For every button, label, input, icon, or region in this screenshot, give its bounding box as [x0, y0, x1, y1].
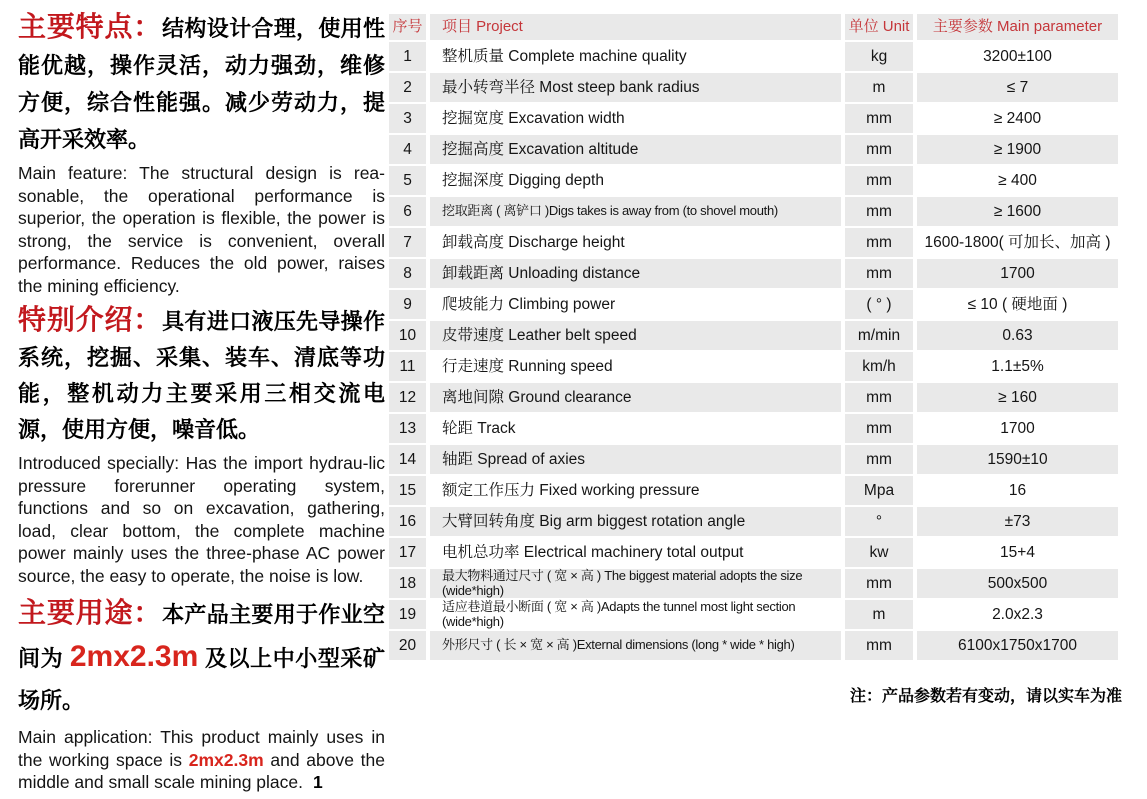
section-main-application [18, 592, 385, 794]
unit-cell: mm [845, 166, 913, 195]
row-number-cell: 16 [389, 507, 426, 536]
project-cell: 离地间隙 Ground clearance [430, 383, 841, 412]
unit-cell: Mpa [845, 476, 913, 505]
unit-cell: mm [845, 383, 913, 412]
table-row [389, 445, 1122, 474]
parameter-cell: 1700 [917, 414, 1118, 443]
main-application-heading: 主要用途： [18, 597, 163, 628]
header-project-column: 项目 Project [430, 14, 841, 40]
header-unit-column: 单位 Unit [845, 14, 913, 40]
main-features-english-paragraph: Main feature: The structural design is rea-sonable, the operational performance is superior, the operation is flexible, the power is strong, the service is convenient, overall performance. Reduces the old power, raises the mining efficiency. [18, 163, 385, 296]
working-space-size-highlight-zh: 2mx2.3m [69, 640, 199, 673]
parameter-cell: 16 [917, 476, 1118, 505]
parameter-cell: ≥ 1600 [917, 197, 1118, 226]
parameter-cell: 15+4 [917, 538, 1118, 567]
parameter-cell: 6100x1750x1700 [917, 631, 1118, 660]
project-cell: 额定工作压力 Fixed working pressure [430, 476, 841, 505]
unit-cell: m [845, 73, 913, 102]
row-number-cell: 12 [389, 383, 426, 412]
section-main-features [18, 8, 385, 297]
unit-cell: km/h [845, 352, 913, 381]
unit-cell: mm [845, 228, 913, 257]
project-cell: 挖掘高度 Excavation altitude [430, 135, 841, 164]
table-row [389, 290, 1122, 319]
table-row [389, 631, 1122, 660]
row-number-cell: 9 [389, 290, 426, 319]
project-cell: 挖取距离 ( 离铲口 )Digs takes is away from (to shovel mouth) [430, 197, 841, 226]
main-application-english-paragraph [18, 726, 385, 794]
row-number-cell: 8 [389, 259, 426, 288]
main-application-english-text-before: Main application: This product mainly uses in the working space is [18, 727, 385, 770]
row-number-cell: 3 [389, 104, 426, 133]
section-special-introduction [18, 302, 385, 587]
row-number-cell: 17 [389, 538, 426, 567]
table-row [389, 476, 1122, 505]
project-cell: 卸载高度 Discharge height [430, 228, 841, 257]
main-application-chinese-text-after: 及以上中小型采矿场所。 [18, 646, 385, 713]
main-application-chinese-text-before: 本产品主要用于作业空间为 [18, 602, 385, 671]
working-space-size-highlight-en: 2mx2.3m [188, 749, 264, 770]
special-introduction-english-paragraph: Introduced specially: Has the import hydrau-lic pressure forerunner operating system, functions and so on excavation, gathering, load, clear bottom, the complete machine power mainly uses the three-phase AC power source, the easy to operate, the noise is low. [18, 453, 385, 586]
unit-cell: mm [845, 197, 913, 226]
table-row [389, 104, 1122, 133]
unit-cell: m [845, 600, 913, 629]
unit-cell: mm [845, 104, 913, 133]
parameter-cell: ≥ 1900 [917, 135, 1118, 164]
special-introduction-chinese-text: 具有进口液压先导操作系统，挖掘、采集、装车、清底等功能，整机动力主要采用三相交流电源，使用方便，噪音低。 [18, 309, 385, 442]
row-number-cell: 20 [389, 631, 426, 660]
table-row [389, 228, 1122, 257]
row-number-cell: 11 [389, 352, 426, 381]
project-cell: 适应巷道最小断面 ( 宽 × 高 )Adapts the tunnel most light section (wide*high) [430, 600, 841, 629]
row-number-cell: 2 [389, 73, 426, 102]
project-cell: 爬坡能力 Climbing power [430, 290, 841, 319]
unit-cell: kw [845, 538, 913, 567]
main-features-heading: 主要特点： [18, 11, 163, 42]
row-number-cell: 13 [389, 414, 426, 443]
table-row [389, 197, 1122, 226]
footer-disclaimer-note: 注：产品参数若有变动，请以实车为准 [849, 688, 1122, 705]
table-row [389, 414, 1122, 443]
main-application-english-text-after: and above the middle and small scale mining place. [18, 749, 385, 792]
project-cell: 外形尺寸 ( 长 × 宽 × 高 )External dimensions (long * wide * high) [430, 631, 841, 660]
table-row [389, 538, 1122, 567]
table-row [389, 321, 1122, 350]
special-introduction-chinese-paragraph [18, 302, 385, 448]
parameter-cell: 3200±100 [917, 42, 1118, 71]
table-row [389, 600, 1122, 629]
row-number-cell: 1 [389, 42, 426, 71]
row-number-cell: 14 [389, 445, 426, 474]
parameter-cell: 0.63 [917, 321, 1118, 350]
project-cell: 轮距 Track [430, 414, 841, 443]
unit-cell: mm [845, 259, 913, 288]
header-parameter-column: 主要参数 Main parameter [917, 14, 1118, 40]
unit-cell: mm [845, 631, 913, 660]
header-index-column: 序号 [389, 14, 426, 40]
project-cell: 最小转弯半径 Most steep bank radius [430, 73, 841, 102]
parameter-cell: 1600-1800( 可加长、加高 ) [917, 228, 1118, 257]
row-number-cell: 7 [389, 228, 426, 257]
row-number-cell: 5 [389, 166, 426, 195]
table-row [389, 569, 1122, 598]
table-row [389, 42, 1122, 71]
parameter-cell: 1700 [917, 259, 1118, 288]
unit-cell: ( ° ) [845, 290, 913, 319]
table-row [389, 383, 1122, 412]
table-row [389, 135, 1122, 164]
parameter-cell: ≥ 400 [917, 166, 1118, 195]
parameter-cell: ≥ 2400 [917, 104, 1118, 133]
table-header-row [389, 14, 1122, 40]
unit-cell: kg [845, 42, 913, 71]
table-row [389, 166, 1122, 195]
unit-cell: mm [845, 135, 913, 164]
main-application-chinese-paragraph [18, 592, 385, 722]
table-body [389, 42, 1122, 660]
row-number-cell: 4 [389, 135, 426, 164]
project-cell: 轴距 Spread of axies [430, 445, 841, 474]
project-cell: 皮带速度 Leather belt speed [430, 321, 841, 350]
row-number-cell: 19 [389, 600, 426, 629]
parameter-cell: 2.0x2.3 [917, 600, 1118, 629]
unit-cell: ° [845, 507, 913, 536]
page-number: 1 [313, 772, 323, 792]
parameter-cell: ≤ 10 ( 硬地面 ) [917, 290, 1118, 319]
parameter-cell: ≤ 7 [917, 73, 1118, 102]
project-cell: 整机质量 Complete machine quality [430, 42, 841, 71]
project-cell: 挖掘深度 Digging depth [430, 166, 841, 195]
row-number-cell: 15 [389, 476, 426, 505]
row-number-cell: 6 [389, 197, 426, 226]
unit-cell: mm [845, 569, 913, 598]
main-features-chinese-paragraph [18, 8, 385, 158]
unit-cell: mm [845, 414, 913, 443]
table-row [389, 259, 1122, 288]
table-row [389, 73, 1122, 102]
project-cell: 电机总功率 Electrical machinery total output [430, 538, 841, 567]
parameter-cell: 1.1±5% [917, 352, 1118, 381]
left-description-panel [18, 8, 385, 799]
parameter-cell: ≥ 160 [917, 383, 1118, 412]
project-cell: 挖掘宽度 Excavation width [430, 104, 841, 133]
project-cell: 行走速度 Running speed [430, 352, 841, 381]
row-number-cell: 10 [389, 321, 426, 350]
parameter-cell: 1590±10 [917, 445, 1118, 474]
special-introduction-heading: 特别介绍： [18, 304, 163, 335]
parameter-cell: 500x500 [917, 569, 1118, 598]
table-row [389, 507, 1122, 536]
specification-table [389, 14, 1122, 662]
project-cell: 卸载距离 Unloading distance [430, 259, 841, 288]
parameter-cell: ±73 [917, 507, 1118, 536]
main-features-chinese-text: 结构设计合理，使用性能优越，操作灵活，动力强劲，维修方便，综合性能强。减少劳动力，提高开采效率。 [18, 16, 385, 152]
project-cell: 大臂回转角度 Big arm biggest rotation angle [430, 507, 841, 536]
unit-cell: m/min [845, 321, 913, 350]
unit-cell: mm [845, 445, 913, 474]
row-number-cell: 18 [389, 569, 426, 598]
table-row [389, 352, 1122, 381]
project-cell: 最大物料通过尺寸 ( 宽 × 高 ) The biggest material adopts the size (wide*high) [430, 569, 841, 598]
